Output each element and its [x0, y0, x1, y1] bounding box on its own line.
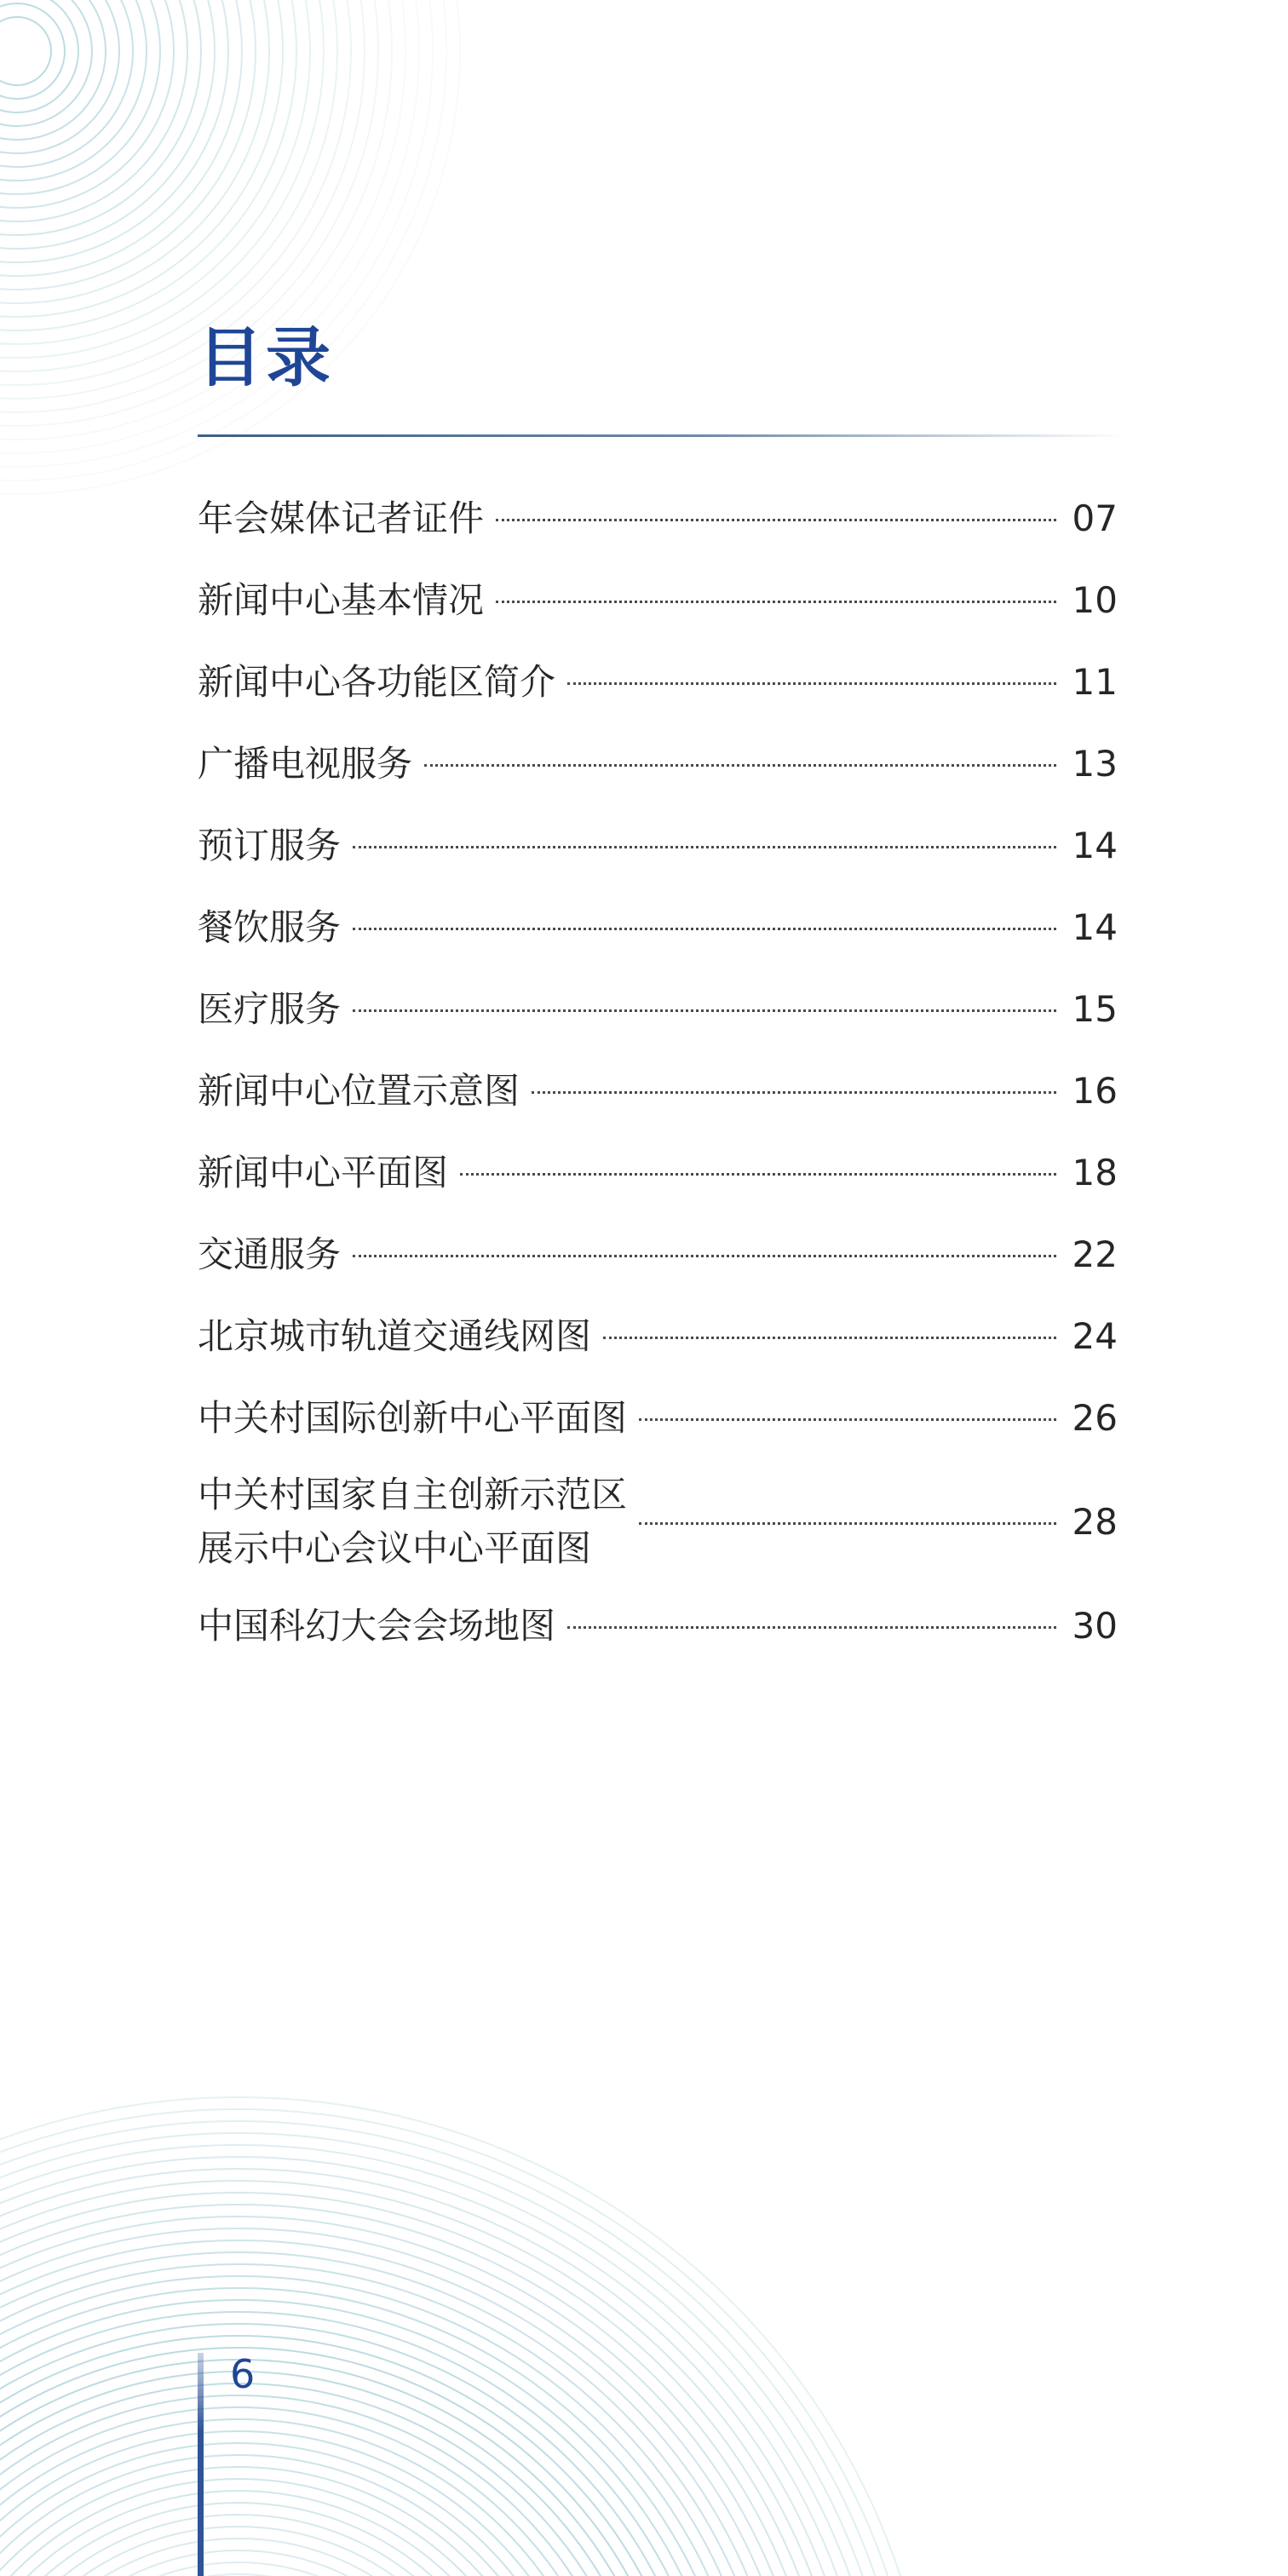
decorative-arc: [0, 0, 324, 358]
decorative-arc: [0, 0, 337, 371]
decorative-arc: [0, 2372, 661, 2576]
decorative-arc: [0, 2205, 828, 2576]
decorative-arc: [0, 0, 187, 221]
decorative-arc: [0, 0, 228, 262]
decorative-arc: [0, 0, 133, 167]
toc-entry-label-line: 中关村国家自主创新示范区: [198, 1474, 628, 1515]
decorative-arc: [0, 2157, 876, 2576]
title-divider: [198, 434, 1126, 437]
toc-entry-label: 新闻中心基本情况: [198, 578, 485, 621]
decorative-arc: [0, 2515, 518, 2576]
page-title: 目录: [198, 319, 334, 395]
toc-entry[interactable]: [198, 1295, 1118, 1377]
dot-leader: [567, 682, 1056, 685]
toc-entry-label-line: 展示中心会议中心平面图: [198, 1527, 592, 1569]
decorative-arc: [0, 2252, 780, 2576]
decorative-arc: [0, 0, 106, 140]
decorative-arc: [0, 2312, 721, 2576]
decorative-arc: [0, 2097, 935, 2576]
dot-leader: [496, 519, 1056, 521]
toc-entry-page: 30: [1072, 1604, 1118, 1647]
decorative-arc: [0, 0, 201, 235]
decorative-arc: [0, 0, 215, 249]
toc-entry-label: 新闻中心各功能区简介: [198, 660, 556, 703]
decorative-arc: [0, 0, 92, 126]
toc-entry-label: 新闻中心位置示意图: [198, 1069, 520, 1112]
toc-entry-label: 北京城市轨道交通线网图: [198, 1314, 592, 1357]
toc-entry-page: 28: [1072, 1500, 1118, 1543]
decorative-arc: [0, 2288, 745, 2576]
decorative-arc: [0, 2527, 506, 2576]
toc-entry[interactable]: [198, 477, 1118, 559]
decorative-arc: [0, 0, 119, 153]
decorative-arc: [0, 2550, 482, 2576]
toc-entry-label: 交通服务: [198, 1233, 342, 1275]
decorative-arc: [0, 2336, 697, 2576]
decorative-arc: [0, 2240, 792, 2576]
decorative-arc: [0, 2407, 625, 2576]
toc-entry[interactable]: [198, 559, 1118, 641]
decorative-arc: [0, 2228, 804, 2576]
decorative-arc: [0, 0, 160, 194]
toc-entry[interactable]: [198, 1131, 1118, 1213]
toc-entry[interactable]: [198, 1584, 1118, 1666]
dot-leader: [496, 601, 1056, 603]
decorative-arc: [0, 0, 433, 467]
decorative-arc: [0, 0, 296, 331]
decorative-arc: [0, 0, 174, 208]
decorative-arc: [0, 0, 283, 317]
toc-entry-page: 26: [1072, 1396, 1118, 1439]
decorative-arc: [0, 2539, 494, 2576]
page-number: 6: [230, 2351, 256, 2397]
decorative-arc: [0, 2503, 530, 2576]
toc-entry-page: 13: [1072, 742, 1118, 785]
decorative-arc: [0, 3, 65, 99]
decorative-arc: [0, 2479, 554, 2576]
dot-leader: [353, 1255, 1056, 1257]
decorative-arc: [0, 2300, 733, 2576]
toc-entry-label: 新闻中心平面图: [198, 1151, 449, 1193]
toc-entry-label: 中关村国际创新中心平面图: [198, 1396, 628, 1439]
decorative-arc: [0, 2276, 756, 2576]
decorative-arc: [0, 2443, 589, 2576]
toc-entry-page: 14: [1072, 824, 1118, 866]
dot-leader: [639, 1418, 1056, 1421]
decorative-arc: [0, 2395, 637, 2576]
decorative-arc: [0, 0, 460, 494]
decorative-arc: [0, 2133, 900, 2576]
toc-entry[interactable]: [198, 1049, 1118, 1131]
toc-entry[interactable]: [198, 1377, 1118, 1458]
decorative-arc: [0, 2217, 816, 2576]
decorative-arc: [0, 0, 269, 303]
decorative-arc: [0, 2491, 542, 2576]
decorative-arc: [0, 0, 310, 344]
toc-entry[interactable]: [198, 641, 1118, 722]
decorative-arc: [0, 2145, 888, 2576]
toc-entry[interactable]: [198, 722, 1118, 804]
decorative-arc: [0, 2169, 864, 2576]
page-number-bar: [198, 2353, 204, 2576]
decorative-arc: [0, 2431, 601, 2576]
toc-entry-label: 广播电视服务: [198, 742, 413, 785]
dot-leader: [532, 1091, 1056, 1094]
decorative-arc: [0, 0, 78, 112]
toc-entry[interactable]: [198, 804, 1118, 886]
decorative-arc: [0, 2419, 613, 2576]
dot-leader: [353, 1009, 1056, 1012]
toc-entry-label: 中国科幻大会会场地图: [198, 1604, 556, 1647]
decorative-arc: [0, 2360, 673, 2576]
decorative-arc: [0, 0, 256, 290]
toc-entry-label: 预订服务: [198, 824, 342, 866]
decorative-arc: [0, 2109, 923, 2576]
decorative-arc: [0, 0, 446, 480]
toc-entry-page: 22: [1072, 1233, 1118, 1275]
decorative-arc: [7, 2562, 470, 2576]
dot-leader: [353, 846, 1056, 848]
table-of-contents: [198, 477, 1118, 1666]
decorative-arc: [0, 2264, 768, 2576]
decorative-arc: [0, 2383, 649, 2576]
dot-leader: [460, 1173, 1056, 1176]
toc-entry-page: 07: [1072, 497, 1118, 539]
decorative-arcs-bottom: [0, 2027, 1288, 2576]
toc-entry-page: 18: [1072, 1151, 1118, 1193]
toc-entry-label: [198, 1468, 627, 1575]
toc-entry-page: 14: [1072, 906, 1118, 948]
dot-leader: [567, 1626, 1056, 1629]
toc-entry-page: 15: [1072, 987, 1118, 1030]
toc-entry[interactable]: [198, 1213, 1118, 1295]
dot-leader: [603, 1337, 1056, 1339]
toc-entry[interactable]: [198, 886, 1118, 968]
decorative-arc: [0, 0, 242, 276]
toc-entry-page: 24: [1072, 1314, 1118, 1357]
toc-entry-page: 10: [1072, 578, 1118, 621]
decorative-arc: [0, 2193, 840, 2576]
decorative-arc: [0, 2121, 911, 2576]
toc-entry[interactable]: [198, 1458, 1118, 1584]
decorative-arc: [0, 2467, 566, 2576]
toc-entry-page: 16: [1072, 1069, 1118, 1112]
decorative-arc: [0, 2455, 578, 2576]
decorative-arc: [0, 2324, 709, 2576]
decorative-arc: [0, 2181, 852, 2576]
toc-entry[interactable]: [198, 968, 1118, 1049]
decorative-arc: [0, 0, 147, 181]
toc-entry-label: 年会媒体记者证件: [198, 497, 485, 539]
dot-leader: [424, 764, 1056, 767]
toc-entry-page: 11: [1072, 660, 1118, 703]
decorative-arc: [0, 2348, 685, 2576]
dot-leader: [639, 1522, 1056, 1525]
toc-entry-label: 餐饮服务: [198, 906, 342, 948]
decorative-arc: [0, 17, 51, 85]
toc-entry-label: 医疗服务: [198, 987, 342, 1030]
dot-leader: [353, 928, 1056, 930]
